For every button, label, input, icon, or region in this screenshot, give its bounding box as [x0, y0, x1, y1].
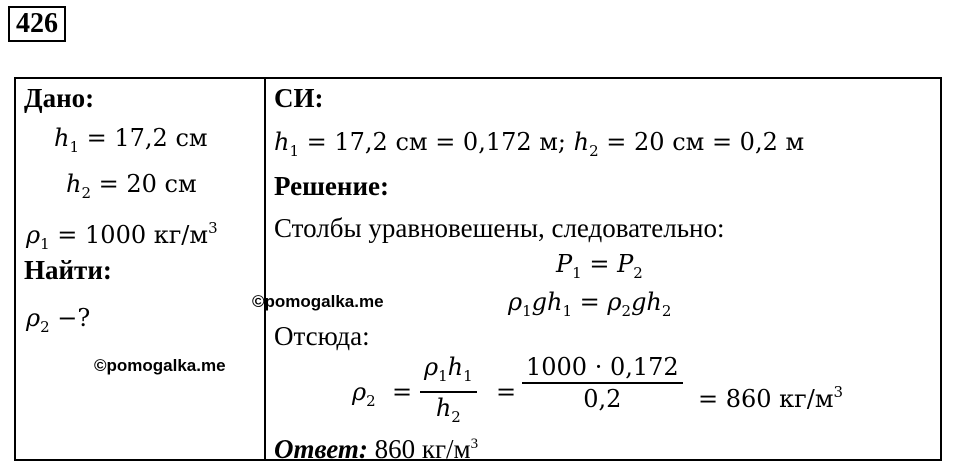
si-conversion: $h_1 = 17,2$ см = 0,172 м; $h_2 = 20$ см = 0,2 м: [274, 128, 805, 160]
si-header: СИ:: [274, 83, 324, 113]
given-rho1: $\rho_1 = 1000$ $кг/м^3$: [26, 219, 218, 253]
fraction-symbolic: $\rho_1h_1$ $h_2$: [420, 352, 477, 432]
equation-pressure: $P_1 = P_2$: [556, 250, 643, 282]
formula-result: = 860 $кг/м^3$: [698, 383, 844, 413]
answer-label: Ответ:: [274, 434, 368, 464]
task-number: 426: [8, 6, 66, 42]
given-h2: $h_2 = 20$ см: [66, 170, 197, 202]
solution-text-balance: Столбы уравновешены, следовательно:: [274, 213, 725, 243]
formula-equals-2: =: [496, 378, 517, 406]
formula-lhs: $\rho_2$: [352, 378, 376, 410]
fraction-numeric: 1000 · 0,172 0,2: [522, 352, 683, 414]
equation-density: $\rho_1gh_1 = \rho_2gh_2$: [508, 288, 672, 320]
given-h1: $h_1 = 17,2$ см: [54, 124, 208, 156]
column-divider: [264, 77, 266, 461]
watermark-left: ©pomogalka.me: [94, 356, 226, 375]
solution-header: Решение:: [274, 171, 389, 201]
find-rho2: $\rho_2$ −?: [26, 304, 91, 336]
answer: Ответ: 860 $кг/м^3$: [274, 434, 479, 464]
formula-equals-1: =: [392, 378, 413, 406]
find-header: Найти:: [24, 255, 112, 285]
watermark-center: ©pomogalka.me: [252, 292, 384, 311]
answer-value: 860 кг/м: [367, 434, 471, 464]
solution-text-hence: Отсюда:: [274, 321, 370, 351]
given-header: Дано:: [24, 83, 95, 113]
